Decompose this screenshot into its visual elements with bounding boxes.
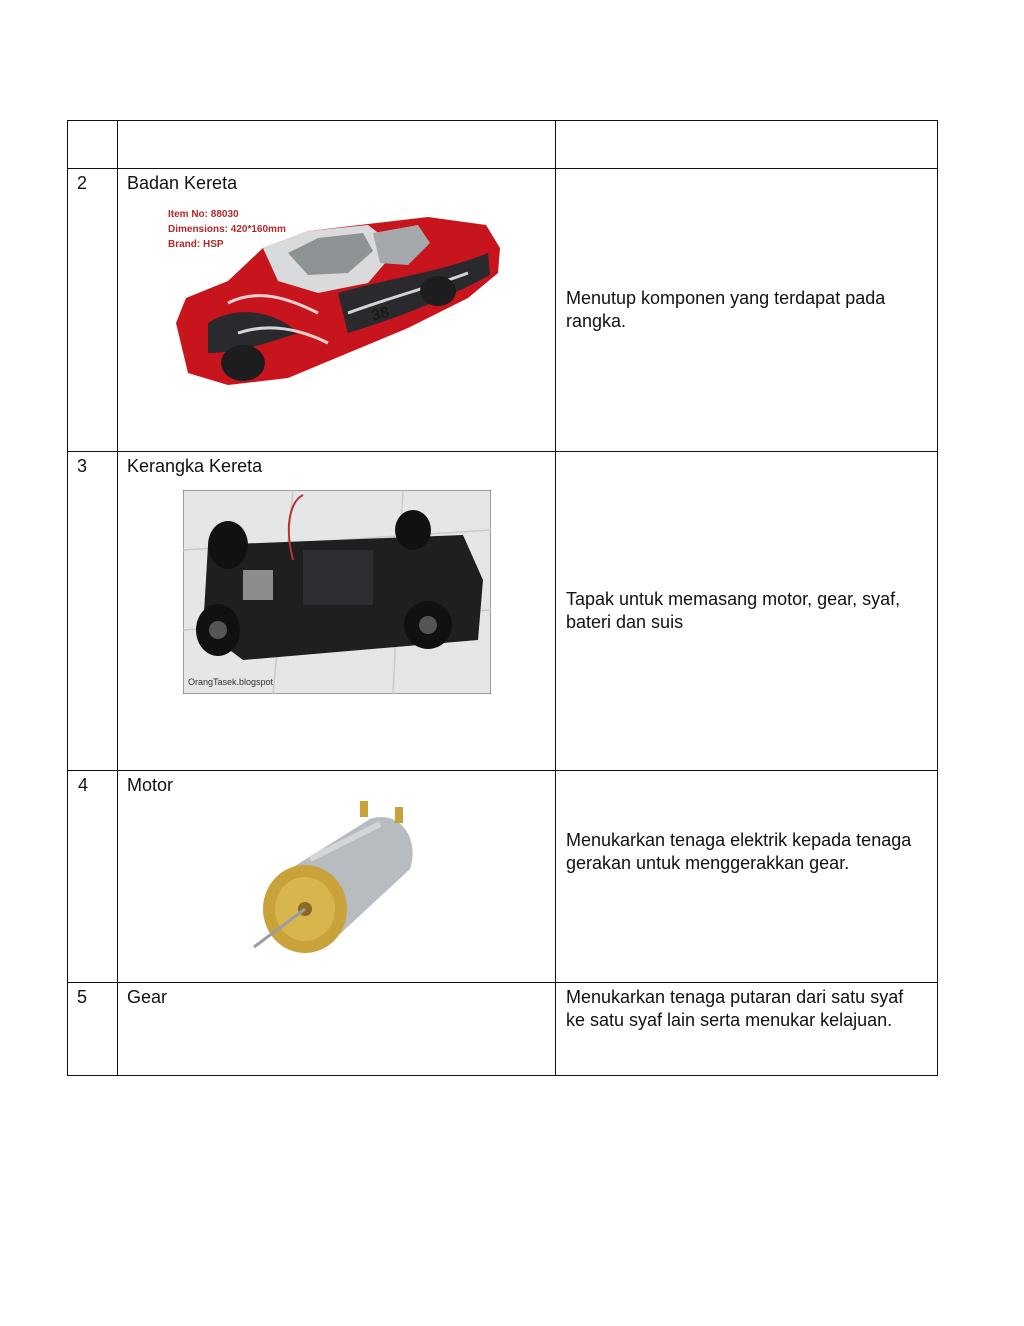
item-name: Kerangka Kereta (127, 456, 263, 476)
header-cell-item (118, 121, 556, 169)
table-header-row (68, 121, 938, 169)
header-cell-description (556, 121, 938, 169)
table-row (68, 771, 938, 983)
item-description: Menukarkan tenaga elektrik kepada tenaga gerakan untuk menggerakkan gear. (566, 830, 912, 873)
image-caption-line: Dimensions: 420*160mm (168, 224, 286, 235)
item-name: Gear (127, 987, 168, 1007)
table-row (68, 452, 938, 771)
row-number: 2 (68, 169, 118, 452)
rc-car-body-image (168, 203, 508, 403)
item-cell (118, 771, 556, 983)
header-cell-no (68, 121, 118, 169)
description-cell (556, 452, 938, 771)
item-cell (118, 452, 556, 771)
item-name: Badan Kereta (127, 173, 238, 193)
row-number: 5 (68, 983, 118, 1076)
image-watermark: OrangTasek.blogspot (188, 677, 274, 687)
components-table (67, 120, 938, 1076)
description-cell (556, 169, 938, 452)
rc-car-chassis-image (183, 490, 491, 694)
item-cell (118, 169, 556, 452)
description-cell (556, 983, 938, 1076)
item-cell (118, 983, 556, 1076)
item-description: Menutup komponen yang terdapat pada rangka. (566, 288, 886, 331)
table-row (68, 983, 938, 1076)
item-name: Motor (127, 775, 174, 795)
item-description: Menukarkan tenaga putaran dari satu syaf ke satu syaf lain serta menukar kelajuan. (566, 987, 904, 1030)
description-cell (556, 771, 938, 983)
table-row (68, 169, 938, 452)
item-description: Tapak untuk memasang motor, gear, syaf, bateri dan suis (566, 589, 901, 632)
dc-motor-image (250, 799, 430, 959)
row-number: 4 (68, 771, 118, 983)
car-decal-number: 38 (369, 303, 392, 325)
row-number: 3 (68, 452, 118, 771)
image-caption-line: Brand: HSP (168, 239, 224, 250)
image-caption-line: Item No: 88030 (168, 209, 239, 220)
